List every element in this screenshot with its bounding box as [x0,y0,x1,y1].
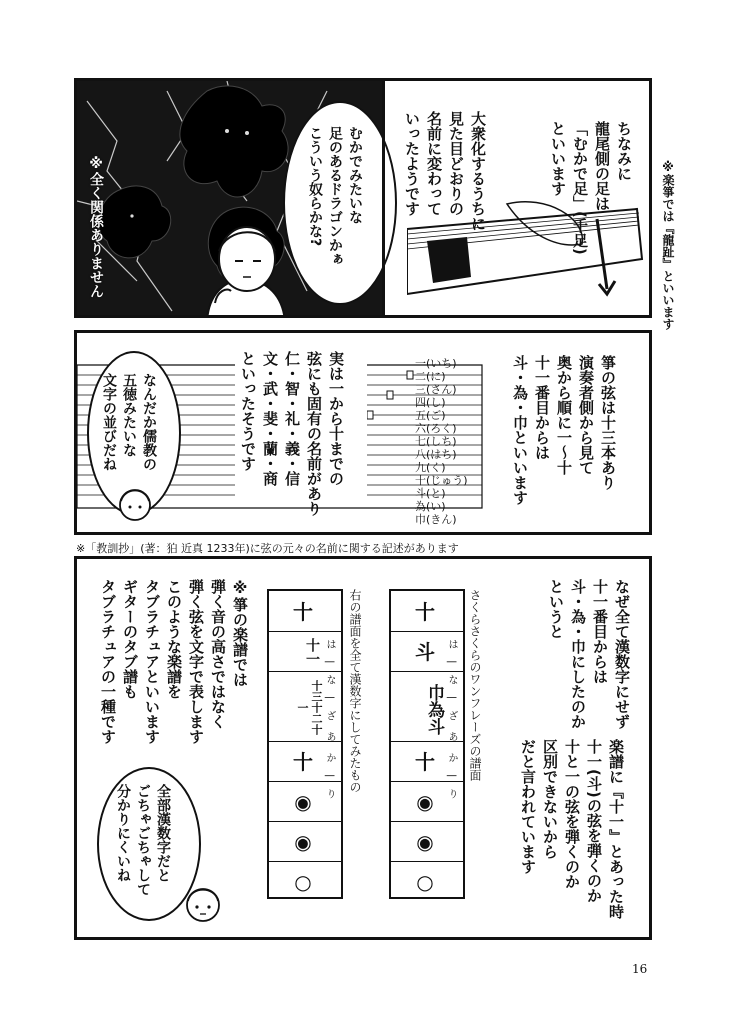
panel-2 [74,330,652,535]
tab-sheet-right [389,589,465,899]
tab-cell: ◉ [416,830,434,854]
tab-cell: ○ [416,870,434,894]
page-number: 16 [632,962,648,976]
string-name: 五(ご) [415,409,446,422]
string-name: 巾(きん) [415,513,457,526]
string-name: 四(し) [415,396,446,409]
narration-why: なぜ全て漢数字にせず 十一番目からは 斗・為・巾にしたのか というと [547,579,631,729]
string-name: 九(く) [415,461,446,474]
tab-cell: 十三十二十一 [296,679,323,735]
string-name: 為(い) [415,500,446,513]
tab-cell: 十一 [304,638,320,666]
string-name: 八(はち) [415,448,457,461]
sheet-title-right: さくらさくらのワンフレーズの譜面 [468,589,482,781]
tab-cell: 十 [293,600,313,624]
narration-taishuka: 大衆化するうちに 見た目どおりの 名前に変わって いったようです [403,111,487,231]
string-name: 斗(と) [415,487,446,500]
tab-cell: 斗 [415,640,435,664]
narration-reason: 楽譜に『十一』とあった時 十一(斗)の弦を弾くのか 十と一の弦を弾くのか 区別できないから だと言われています [519,739,625,919]
narration-strings-right: 箏の弦は十三本あり 演奏者側から見て 奥から順に一〜十 十一番目からは 斗・為・巾といいます [511,355,617,505]
tab-cell: 十 [293,750,313,774]
tab-cell: ◉ [294,790,312,814]
girl-figure [187,221,297,318]
bubble-confusing-text: 全部漢数字だと ごちゃごちゃして 分かりにくいね [115,784,171,896]
string-name: 三(さん) [415,383,457,396]
tab-cell: 巾為斗 [424,683,444,735]
tab-lyrics: は | な | ざ あ か | り [446,639,457,803]
string-name: 二(に) [415,370,446,383]
side-note: ※全く関係ありません [88,156,104,298]
panel-divider [382,81,385,318]
sheet-title-left: 右の譜面を全て漢数字にしてみたもの [348,589,362,793]
tab-cell: ○ [294,870,312,894]
panel-3 [74,556,652,940]
narration-mukade: ちなみに 龍尾側の足は 「むかで足」(千足) といいます [549,121,633,255]
girl-face-bottom [181,881,225,927]
string-name: 七(しち) [415,435,457,448]
caption-ryushi: ※楽箏では『龍趾』といいます [661,160,675,330]
tab-cell: 十 [415,750,435,774]
footnote-kyokunsho: ※「教訓抄」(著：狛 近真 1233年)に弦の元々の名前に関する記述があります [76,542,459,555]
string-name: 一(いち) [415,357,457,370]
bubble-dragon-text: むかでみたいな 足のあるドラゴンかぁ こういう奴らかな? [307,126,363,266]
string-names-list [415,355,495,530]
string-name: 六(ろく) [415,422,457,435]
tab-sheet-left [267,589,343,899]
tab-cell: 十 [415,600,435,624]
tab-cell: ◉ [416,790,434,814]
narration-strings-mid: 実は一から十までの 弦にも固有の名前があり 仁・智・礼・義・信 文・武・斐・蘭・商 といったそうです [239,351,345,516]
panel-1 [74,78,652,318]
tab-lyrics: は | な | ざ あ か | り [324,639,335,803]
tab-cell: ◉ [294,830,312,854]
girl-face-small [115,483,155,523]
bubble-jukyou-text: なんだか儒教の 五徳みたいな 文字の並びだね [101,373,157,471]
narration-tablature: ※箏の楽譜では 弾く音の高さではなく 弾く弦を文字で表します このような楽譜を タブラチュアといいます ギターのタブ譜も タブラチュアの一種です [99,579,249,744]
string-name: 十(じゅう) [415,474,468,487]
